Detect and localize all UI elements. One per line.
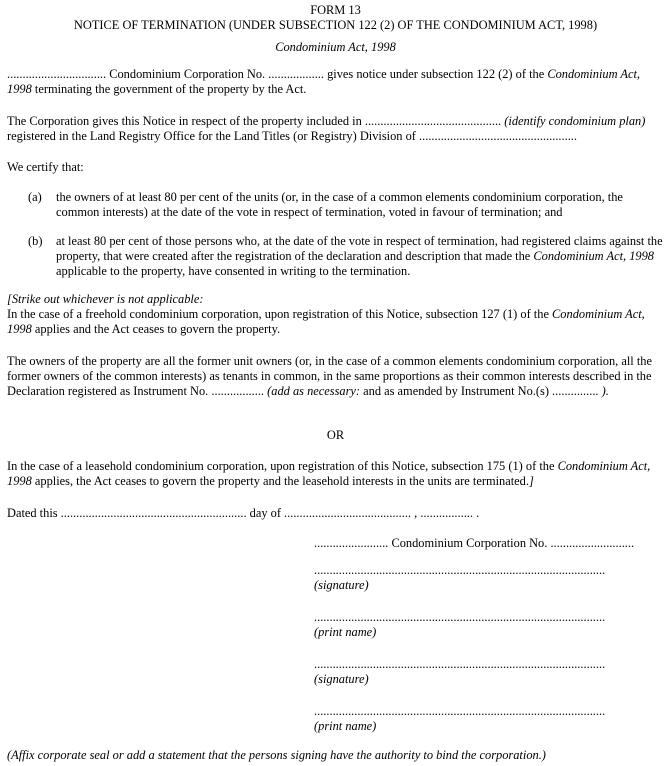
signature-label-1: (signature) xyxy=(314,578,369,592)
form-title: NOTICE OF TERMINATION (UNDER SUBSECTION 122 (2) OF THE CONDOMINIUM ACT, 1998) xyxy=(73,18,598,32)
intro-paragraph-1: ................................ Condominium Corporation No. .................. gives notice under subsection 122 (2) of the Condominium Act, 1998 terminating the government of the property by the Act. xyxy=(7,67,641,96)
print-name-line-2[interactable]: .............................................................................................. xyxy=(314,704,606,718)
leasehold-paragraph: In the case of a leasehold condominium corporation, upon registration of this Notice, subsection 175 (1) of the Condominium Act, 1998 applies, the Act ceases to govern the property and the leasehold interests in the units are terminated.] xyxy=(7,459,651,488)
item-b-marker: (b) xyxy=(28,234,43,248)
dated-line[interactable]: Dated this ............................................................ day of ......................................... , ................. . xyxy=(7,506,480,520)
signature-line-2[interactable]: .............................................................................................. xyxy=(314,657,606,671)
signature-label-2: (signature) xyxy=(314,672,369,686)
freehold-paragraph: In the case of a freehold condominium corporation, upon registration of this Notice, subsection 127 (1) of the Condominium Act, 1998 applies and the Act ceases to govern the property. xyxy=(7,307,645,336)
intro-paragraph-2: The Corporation gives this Notice in respect of the property included in ............................................ (identify condominium plan) registered in the Land Registry Office for the Land Titles (or Registry) Division of ................................................... xyxy=(7,114,646,143)
or-divider: OR xyxy=(326,428,345,442)
print-name-label-1: (print name) xyxy=(314,625,377,639)
corporation-number-line[interactable]: ........................ Condominium Corporation No. ........................... xyxy=(314,536,635,550)
item-b-text: at least 80 per cent of those persons who, at the date of the vote in respect of termination, had registered claims against the property, that were created after the registration of the declaration and description that made the Condominium Act, 1998 applicable to the property, have consented in writing to the termination. xyxy=(56,234,663,278)
item-a-text: the owners of at least 80 per cent of the units (or, in the case of a common elements condominium corporation, the common interests) at the date of the vote in respect of termination, voted in favour of termination; and xyxy=(56,190,623,219)
certify-label: We certify that: xyxy=(7,160,84,174)
strike-instruction: [Strike out whichever is not applicable: xyxy=(7,292,204,306)
act-subtitle: Condominium Act, 1998 xyxy=(275,40,396,54)
form-number: FORM 13 xyxy=(310,3,361,17)
print-name-line-1[interactable]: .............................................................................................. xyxy=(314,610,606,624)
affix-seal-note: (Affix corporate seal or add a statement that the persons signing have the authority to bind the corporation.) xyxy=(7,748,546,762)
owners-paragraph: The owners of the property are all the former unit owners (or, in the case of a common elements condominium corporation, all the former owners of the common interests) as tenants in common, in the same proportions as their common interests described in the Declaration registered as Instrument No. ................. (add as necessary: and as amended by Instrument No.(s) ............... ). xyxy=(7,354,652,398)
print-name-label-2: (print name) xyxy=(314,719,377,733)
signature-line-1[interactable]: .............................................................................................. xyxy=(314,563,606,577)
item-a-marker: (a) xyxy=(28,190,42,204)
